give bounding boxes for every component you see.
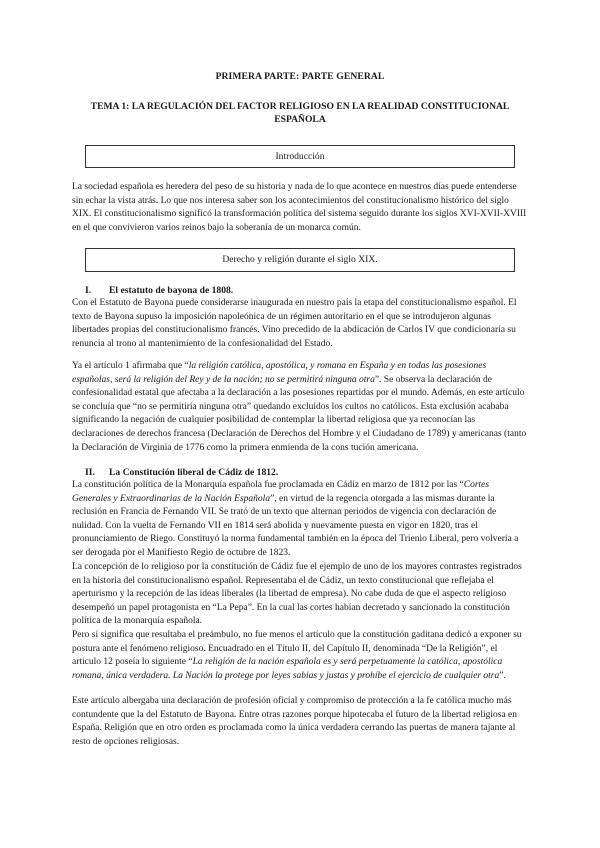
- section-box: [85, 248, 515, 272]
- s2-p1-rest: ”, en virtud de la regencia otorgada a las mismas durante la reclusión en Francia de Fernando VII. Se trató de un texto que alternan periodos de vigencia con declaración de nulidad. Con la vuelta de Fernando VII en 1814 será abolida y nuevamente puesta en vigor en 1820, tras el pronunciamiento de Riego. Constituyó la norma fundamental también en la época del Trienio Liberal, pero volvería a ser derogada por el Manifiesto Regio de octubre de 1823.: [72, 493, 519, 558]
- s1-p2-rest: ”. Se observa la declaración de confesionalidad estatal que afectaba a la declaración a las posesiones repartidas por el mundo. Además, en este artículo se concluía que “no se permitiría ninguna otra” quedando excluidos los cultos no católicos. Esta exclusión acababa significando la negación de cualquier posibilidad de contemplar la libertad religiosa que ya reconocían las declaraciones de derechos francesa (Declaración de Derechos del Hombre y el Ciudadano de 1789) y americanas (tanto la Declaración de Virginia de 1776 como la primera enmienda de la cons tución americana.: [72, 374, 527, 453]
- section-number-1: I.: [85, 285, 92, 296]
- section-title-1: El estatuto de bayona de 1808.: [109, 285, 234, 296]
- section-1-paragraph-1: Con el Estatuto de Bayona puede considerarse inaugurada en nuestro país la etapa del constitucionalismo español. El texto de Bayona supuso la imposición napoleónica de un régimen autoritario en el que se introdujeron algunas libertades propias del constitucionalismo francés. Vino precedido de la abdicación de Carlos IV que condicionaría su renuncia al trono al mantenimiento de la confesionalidad del Estado.: [72, 298, 517, 349]
- section-1-paragraph-2: [72, 360, 527, 455]
- s1-p2-quote: la religión católica, apostólica, y romana en España y en todas las posesiones españolas, será la religión del Rey y de la nación; no se permitirá ninguna otra: [72, 361, 487, 385]
- intro-box-label: Introducción: [275, 151, 325, 162]
- intro-box: [85, 145, 515, 168]
- section-title-2: La Constitución liberal de Cádiz de 1812.: [109, 467, 279, 478]
- section-number-2: II.: [85, 467, 95, 478]
- section-2-paragraph-4: Este artículo albergaba una declaración de profesión oficial y compromiso de protección a la fe católica mucho más contundente que la del Estatuto de Bayona. Entre otras razones porque hipotecaba el futuro de la libertad religiosa en España. Religión que en otro orden es proclamada como la única verdadera cerrando las puertas de manera tajante al resto de opciones religiosas.: [72, 696, 518, 747]
- s1-p2-lead: Ya el artículo 1 afirmaba que “: [72, 361, 189, 371]
- section-heading-1: [85, 285, 233, 296]
- intro-paragraph: La sociedad española es heredera del peso de su historia y nada de lo que acontece en nuestros días puede entenderse sin echar la vista atrás. Lo que nos interesa saber son los acontecimientos del constitucionalismo histórico del siglo XIX. El constitucionalismo significó la transformación política del sistema seguido durante los siglos XVI-XVII-XVIII en el que convivieron varios reinos bajo la soberanía de un monarca común.: [72, 182, 527, 233]
- section-2-paragraph-3: [72, 629, 527, 683]
- part-title: PRIMERA PARTE: PARTE GENERAL: [215, 71, 385, 82]
- tema-title: TEMA 1: LA REGULACIÓN DEL FACTOR RELIGIOSO EN LA REALIDAD CONSTITUCIONAL ESPAÑOLA: [90, 101, 510, 125]
- s2-p3-quote: La religión de la nación española es y será perpetuamente la católica, apostólica romana, única verdadera. La Nación la protege por leyes sabias y justas y prohíbe el ejercicio de cualquier otra: [72, 657, 503, 681]
- s2-p1-quote: Cortes Generales y Extraordinarias de la Nación Española: [72, 480, 490, 504]
- section-2-paragraph-1: [72, 479, 527, 561]
- s2-p3-rest: ”.: [499, 670, 506, 681]
- section-heading-2: [85, 467, 278, 478]
- section-box-label: Derecho y religión durante el siglo XIX.: [222, 254, 378, 265]
- s2-p1-lead: La constitución política de la Monarquía española fue proclamada en Cádiz en marzo de 1812 por las “: [72, 480, 464, 490]
- s2-p3-lead: Pero sí significa que resultaba el preámbulo, no fue menos el artículo que la constitución gaditana dedicó a exponer su postura ante el fenómeno religioso. Encuadrado en el Título II, del Capítulo II, denominada “De la Religión”, el artículo 12 poseía lo siguiente “: [72, 630, 522, 668]
- section-2-paragraph-2: La concepción de lo religioso por la constitución de Cádiz fue el ejemplo de uno de los mayores contrastes registrados en la historia del constitucionalismo español. Representaba el de Cádiz, un texto constitucional que reflejaba el aperturismo y la recepción de las ideas liberales (la libertad de empresa). No cabe duda de que el aspecto religioso desempeñó un papel protagonista en “La Pepa”. En la cual las cortes habían decretado y sancionado la constitución política de la monarquía española.: [72, 562, 522, 627]
